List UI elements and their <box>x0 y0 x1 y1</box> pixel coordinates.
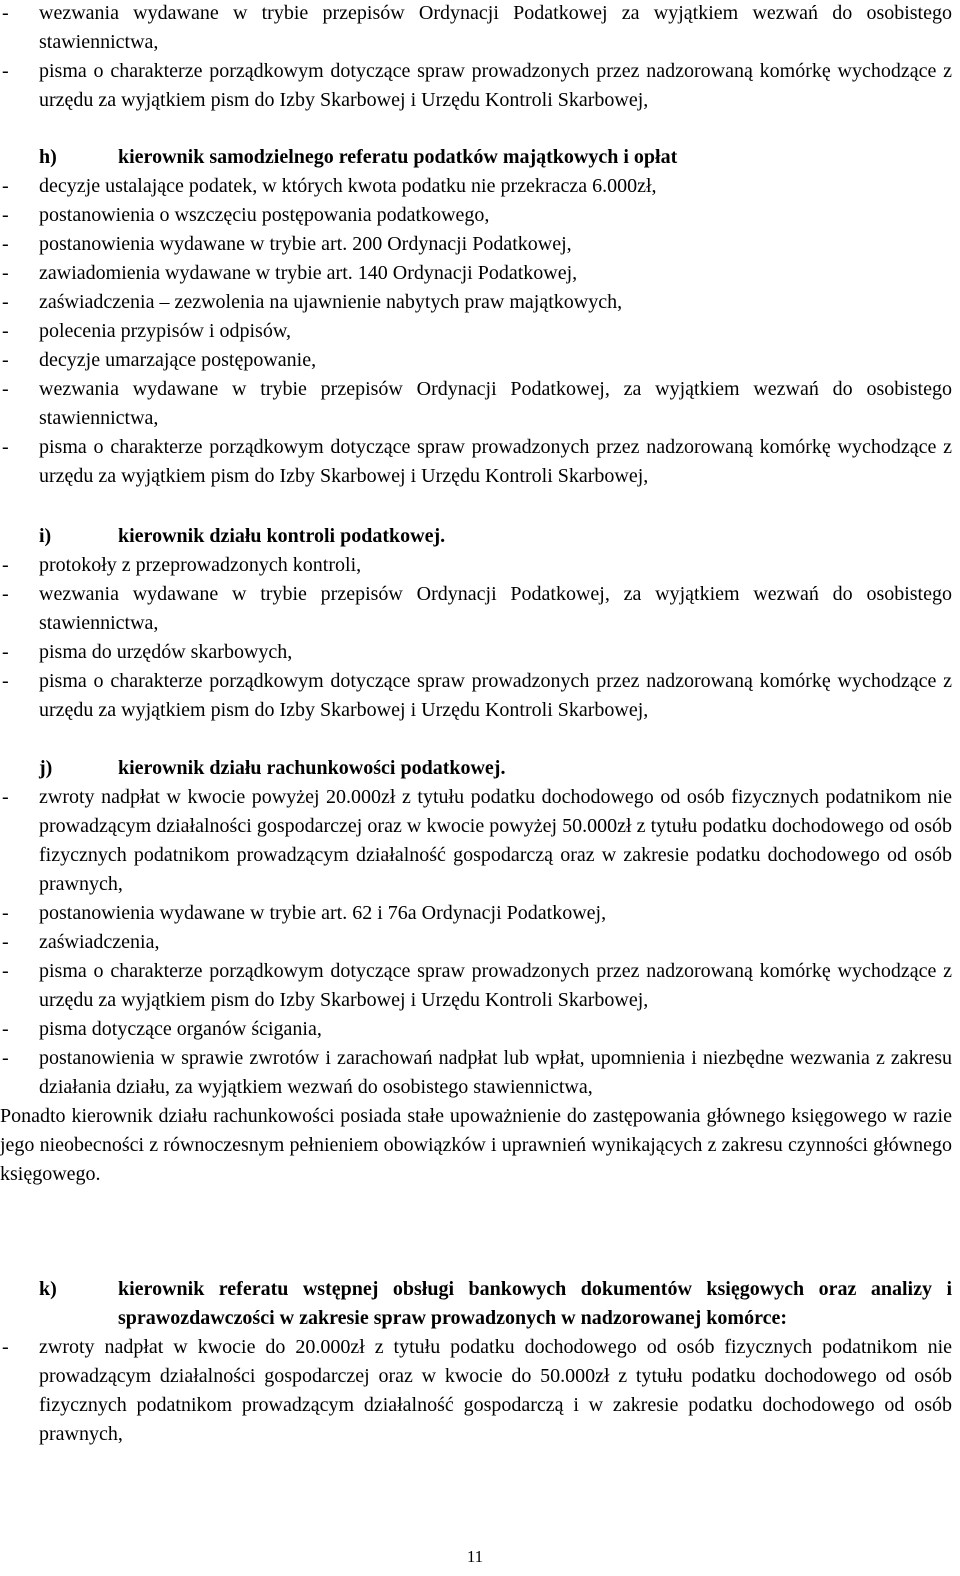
section-h <box>0 143 952 491</box>
list-item: - postanowienia wydawane w trybie art. 62 i 76a Ordynacji Podatkowej, <box>2 902 607 924</box>
section-k-heading: k) kierownik referatu wstępnej obsługi bankowych dokumentów księgowych oraz analizy i sprawozdawczości w zakresie spraw prowadzonych w nadzorowanej komórce: <box>39 1278 952 1329</box>
list-item: - pisma o charakterze porządkowym dotyczące spraw prowadzonych przez nadzorowaną komórkę wychodzące z urzędu za wyjątkiem pism do Izby Skarbowej i Urzędu Kontroli Skarbowej, <box>2 60 952 111</box>
section-i-heading: i) kierownik działu kontroli podatkowej. <box>39 525 446 547</box>
section-j-note: Ponadto kierownik działu rachunkowości posiada stałe upoważnienie do zastępowania głównego księgowego w razie jego nieobecności z równoczesnym pełnieniem obowiązków i uprawnień wynikających z zakresu czynności głównego księgowego. <box>0 1105 952 1185</box>
list-item: - wezwania wydawane w trybie przepisów Ordynacji Podatkowej za wyjątkiem wezwań do osobistego stawiennictwa, <box>2 2 952 53</box>
section-g-tail <box>0 0 952 115</box>
list-item: - decyzje ustalające podatek, w których kwota podatku nie przekracza 6.000zł, <box>2 175 657 197</box>
list-item: - pisma do urzędów skarbowych, <box>2 641 293 663</box>
list-item: - zawiadomienia wydawane w trybie art. 140 Ordynacji Podatkowej, <box>2 262 578 284</box>
section-k <box>0 1275 952 1449</box>
list-item: - zaświadczenia, <box>2 931 160 953</box>
list-item: - pisma o charakterze porządkowym dotyczące spraw prowadzonych przez nadzorowaną komórkę wychodzące z urzędu za wyjątkiem pism do Izby Skarbowej i Urzędu Kontroli Skarbowej, <box>2 960 952 1011</box>
list-item: - postanowienia w sprawie zwrotów i zarachowań nadpłat lub wpłat, upomnienia i niezbędne wezwania z zakresu działania działu, za wyjątkiem wezwań do osobistego stawiennictwa, <box>2 1047 952 1098</box>
list-item: - wezwania wydawane w trybie przepisów Ordynacji Podatkowej, za wyjątkiem wezwań do osobistego stawiennictwa, <box>2 583 952 634</box>
section-j <box>0 754 952 1189</box>
list-item: - wezwania wydawane w trybie przepisów Ordynacji Podatkowej, za wyjątkiem wezwań do osobistego stawiennictwa, <box>2 378 952 429</box>
list-item: - pisma dotyczące organów ścigania, <box>2 1018 322 1040</box>
page-number: 11 <box>466 1547 484 1566</box>
list-item: - polecenia przypisów i odpisów, <box>2 320 291 342</box>
list-item: - decyzje umarzające postępowanie, <box>2 349 317 371</box>
list-item: - zaświadczenia – zezwolenia na ujawnienie nabytych praw majątkowych, <box>2 291 623 313</box>
list-item: - postanowienia wydawane w trybie art. 200 Ordynacji Podatkowej, <box>2 233 572 255</box>
section-j-heading: j) kierownik działu rachunkowości podatkowej. <box>39 757 506 779</box>
list-item: - pisma o charakterze porządkowym dotyczące spraw prowadzonych przez nadzorowaną komórkę wychodzące z urzędu za wyjątkiem pism do Izby Skarbowej i Urzędu Kontroli Skarbowej, <box>2 670 952 721</box>
list-item: - pisma o charakterze porządkowym dotyczące spraw prowadzonych przez nadzorowaną komórkę wychodzące z urzędu za wyjątkiem pism do Izby Skarbowej i Urzędu Kontroli Skarbowej, <box>2 436 952 487</box>
section-i <box>0 522 952 725</box>
list-item: - protokoły z przeprowadzonych kontroli, <box>2 554 362 576</box>
list-item: - zwroty nadpłat w kwocie do 20.000zł z tytułu podatku dochodowego od osób fizycznych podatnikom nie prowadzącym działalności gospodarczej oraz w kwocie do 50.000zł z tytułu podatku dochodowego od osób fizycznych podatnikom prowadzącym działalność gospodarczą i w zakresie podatku dochodowego od osób prawnych, <box>2 1336 952 1445</box>
list-item: - postanowienia o wszczęciu postępowania podatkowego, <box>2 204 490 226</box>
list-item: - zwroty nadpłat w kwocie powyżej 20.000zł z tytułu podatku dochodowego od osób fizycznych podatnikom nie prowadzącym działalności gospodarczej oraz w kwocie powyżej 50.000zł z tytułu podatku dochodowego od osób fizycznych podatnikom prowadzącym działalność gospodarczą oraz w zakresie podatku dochodowego od osób prawnych, <box>2 786 952 895</box>
section-h-heading: h) kierownik samodzielnego referatu podatków majątkowych i opłat <box>39 146 678 168</box>
